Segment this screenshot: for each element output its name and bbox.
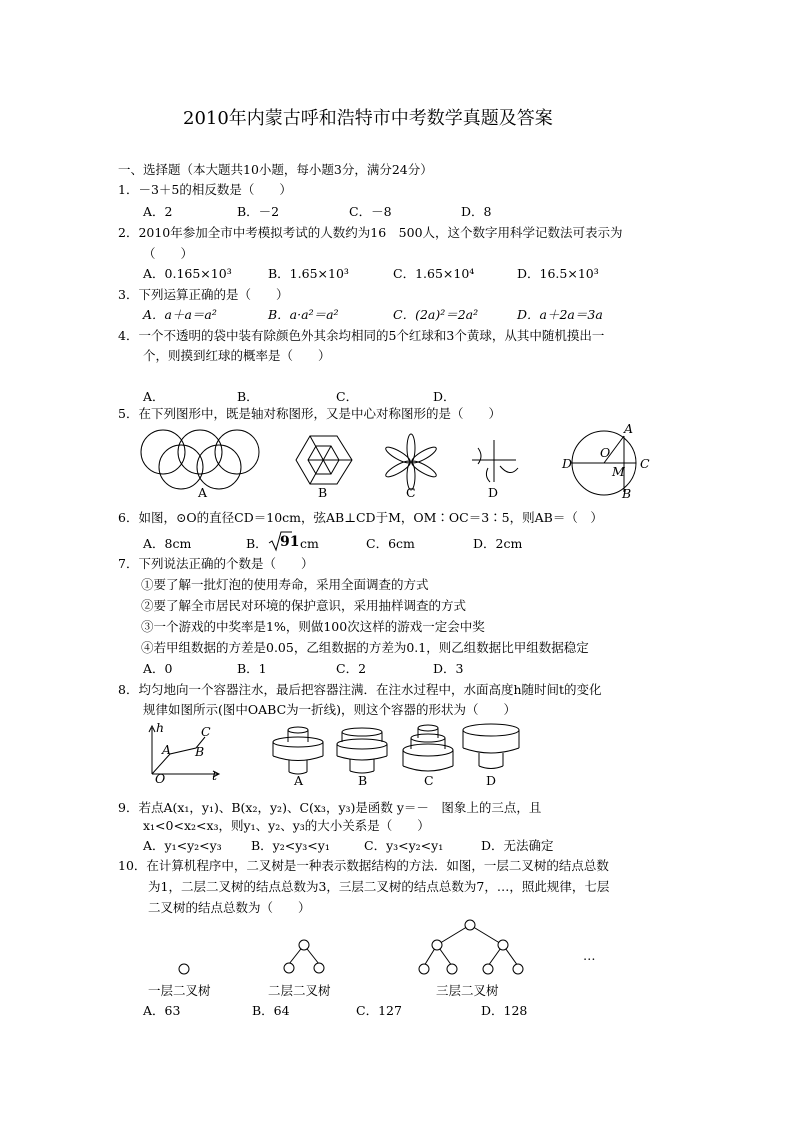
- q8-axis-h: h: [156, 720, 165, 735]
- q4-stem-line2: 个，则摸到红球的概率是（ ）: [143, 348, 331, 363]
- q4-stem-line1: 4．一个不透明的袋中装有除颜色外其余均相同的5个红球和3个黄球，从其中随机摸出一: [118, 328, 605, 343]
- q1-option-d: D．8: [461, 204, 492, 219]
- q6-point-d: D: [562, 456, 573, 471]
- q9-option-c: C．y₃<y₂<y₁: [364, 838, 444, 853]
- q7-statement-3: ③一个游戏的中奖率是1%，则做100次这样的游戏一定会中奖: [141, 619, 485, 634]
- q6-option-a: A．8cm: [143, 536, 192, 551]
- q5-stem: 5．在下列图形中，既是轴对称图形，又是中心对称图形的是（ ）: [118, 406, 501, 421]
- q7-statement-2: ②要了解全市居民对环境的保护意识，采用抽样调查的方式: [141, 598, 467, 613]
- q10-stem-line2: 为1，二层二叉树的结点总数为3，三层二叉树的结点总数为7，…，照此规律，七层: [148, 879, 610, 894]
- q10-ellipsis: …: [583, 948, 596, 963]
- q9-option-a: A．y₁<y₂<y₃: [143, 838, 222, 853]
- q8-point-a: A: [162, 742, 172, 757]
- q7-statement-4: ④若甲组数据的方差是0.05，乙组数据的方差为0.1，则乙组数据比甲组数据稳定: [141, 640, 589, 655]
- q8-label-a: A: [294, 773, 304, 788]
- q6-point-a: A: [624, 421, 634, 436]
- q3-option-c: C．(2a)²＝2a²: [393, 307, 479, 322]
- q2-option-d: D．16.5×10³: [517, 266, 599, 281]
- q6-option-d: D．2cm: [473, 536, 523, 551]
- q5-label-b: B: [318, 485, 328, 500]
- q3-stem: 3．下列运算正确的是（ ）: [118, 287, 289, 302]
- q6-point-m: M: [612, 464, 625, 479]
- q2-option-a: A．0.165×10³: [143, 266, 232, 281]
- q7-option-b: B．1: [237, 661, 267, 676]
- q6-point-o: O: [600, 445, 611, 460]
- q8-label-d: D: [486, 773, 497, 788]
- q10-label-two-level: 二层二叉树: [268, 983, 331, 998]
- q6-option-c: C．6cm: [366, 536, 415, 551]
- q7-statement-1: ①要了解一批灯泡的使用寿命，采用全面调查的方式: [141, 577, 429, 592]
- q8-stem-line1: 8．均匀地向一个容器注水，最后把容器注满．在注水过程中，水面高度h随时间t的变化: [118, 682, 602, 697]
- q1-option-a: A．2: [143, 204, 173, 219]
- q2-option-c: C．1.65×10⁴: [393, 266, 475, 281]
- q8-point-o: O: [155, 771, 166, 786]
- q10-option-a: A．63: [143, 1003, 181, 1018]
- q5-label-a: A: [198, 485, 208, 500]
- q2-stem: 2．2010年参加全市中考模拟考试的人数约为16 500人，这个数字用科学记数法可表示为: [118, 225, 623, 240]
- q9-option-b: B．y₂<y₃<y₁: [251, 838, 330, 853]
- q1-stem: 1．－3＋5的相反数是（ ）: [118, 182, 292, 197]
- q8-label-c: C: [424, 773, 434, 788]
- q2-paren: （ ）: [143, 246, 194, 261]
- q9-option-d: D．无法确定: [481, 838, 554, 853]
- q7-option-d: D．3: [433, 661, 464, 676]
- q10-stem-line3: 二叉树的结点总数为（ ）: [148, 900, 311, 915]
- q8-point-b: B: [195, 744, 205, 759]
- q1-option-b: B．－2: [237, 204, 280, 219]
- page-title: 2010年内蒙古呼和浩特市中考数学真题及答案: [183, 108, 553, 129]
- q1-option-c: C．－8: [349, 204, 392, 219]
- q8-label-b: B: [358, 773, 368, 788]
- q10-stem-line1: 10．在计算机程序中，二叉树是一种表示数据结构的方法．如图，一层二叉树的结点总数: [118, 858, 609, 873]
- q6-option-b-prefix: B．: [246, 536, 268, 551]
- q8-axis-t: t: [212, 768, 218, 783]
- q5-label-d: D: [488, 485, 499, 500]
- section-heading: 一、选择题（本大题共10小题，每小题3分，满分24分）: [118, 162, 433, 177]
- q8-stem-line2: 规律如图所示(图中OABC为一折线)，则这个容器的形状为（ ）: [143, 702, 517, 717]
- q5-label-c: C: [406, 485, 416, 500]
- q4-option-a: A．: [143, 389, 165, 404]
- q8-point-c: C: [201, 724, 211, 739]
- q4-option-d: D．: [433, 389, 456, 404]
- q6-option-b-radicand: 91: [280, 534, 300, 550]
- q6-point-b: B: [622, 486, 632, 501]
- q6-option-b-unit: cm: [300, 536, 319, 551]
- q9-stem-line2: x₁<0<x₂<x₃，则y₁、y₂、y₃的大小关系是（ ）: [143, 818, 430, 833]
- q9-stem-line1: 9．若点A(x₁，y₁)、B(x₂，y₂)、C(x₃，y₃)是函数 y＝－ 图象上的三点，且: [118, 800, 542, 815]
- q10-label-three-level: 三层二叉树: [436, 983, 499, 998]
- q10-option-c: C．127: [356, 1003, 402, 1018]
- q7-stem: 7．下列说法正确的个数是（ ）: [118, 556, 314, 571]
- q3-option-d: D．a＋2a＝3a: [517, 307, 603, 322]
- q3-option-a: A．a＋a＝a²: [143, 307, 217, 322]
- q10-label-one-level: 一层二叉树: [148, 983, 211, 998]
- binary-trees: [179, 920, 523, 974]
- q6-stem: 6．如图，⊙O的直径CD＝10cm，弦AB⊥CD于M，OM∶OC＝3∶5，则AB＝（ ）: [118, 510, 603, 525]
- q7-option-a: A．0: [143, 661, 173, 676]
- q2-option-b: B．1.65×10³: [268, 266, 349, 281]
- q10-option-d: D．128: [481, 1003, 528, 1018]
- q7-option-c: C．2: [336, 661, 367, 676]
- q4-option-b: B．: [237, 389, 259, 404]
- q6-point-c: C: [640, 456, 650, 471]
- q4-option-c: C．: [336, 389, 359, 404]
- q10-option-b: B．64: [252, 1003, 290, 1018]
- q3-option-b: B．a·a²＝a²: [268, 307, 339, 322]
